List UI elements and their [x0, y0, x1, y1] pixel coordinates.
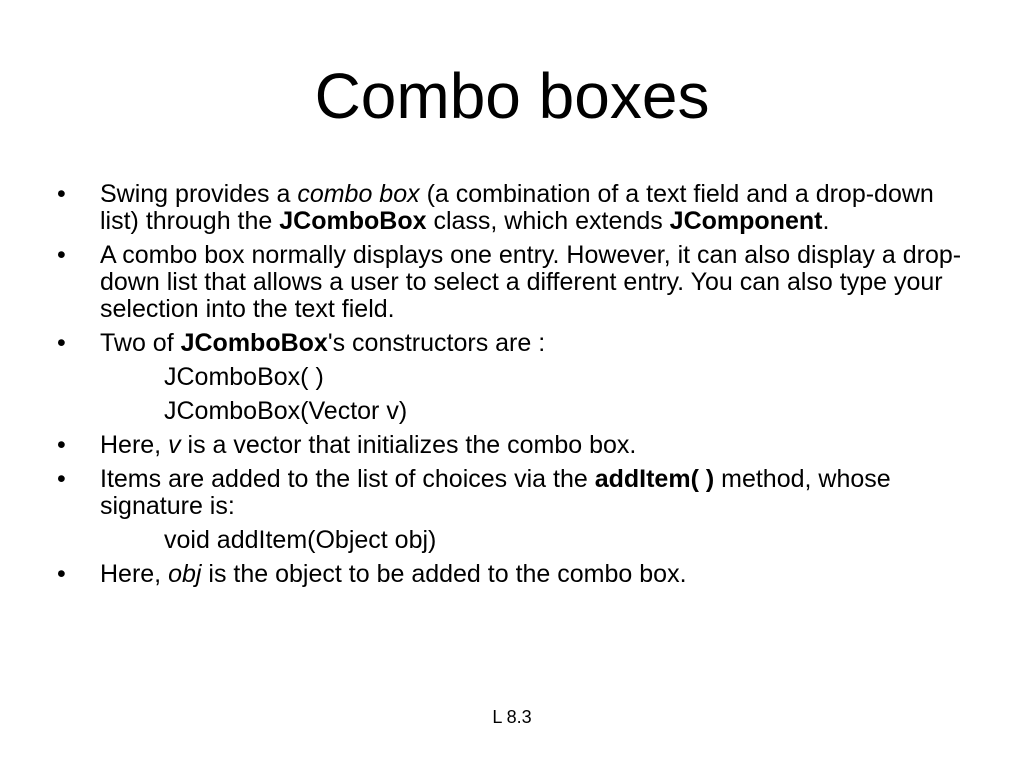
bold-term: JComboBox: [180, 329, 328, 357]
text-span: class, which extends: [426, 207, 670, 235]
bold-term: JComponent: [669, 207, 823, 235]
bold-term: addItem( ): [594, 465, 715, 493]
text-span: Two of: [100, 329, 181, 357]
italic-term: combo box: [297, 180, 420, 208]
bullet-marker: •: [57, 465, 66, 493]
bullet-list: [56, 181, 976, 595]
bullet-text: [100, 465, 891, 520]
text-span: (a combination of a text field and a drop-down list) through the: [100, 180, 934, 235]
italic-term: obj: [168, 560, 202, 588]
text-span: Swing provides a: [100, 180, 298, 208]
bullet-item: [56, 330, 976, 357]
bullet-item: [56, 242, 976, 323]
bullet-marker: •: [57, 180, 66, 208]
text-span: Here,: [100, 560, 169, 588]
text-span: is the object to be added to the combo box.: [201, 560, 687, 588]
bullet-marker: •: [57, 329, 66, 357]
slide-title: Combo boxes: [314, 60, 710, 132]
text-span: is a vector that initializes the combo box.: [180, 431, 637, 459]
bold-term: JComboBox: [279, 207, 427, 235]
text-span: method, whose signature is:: [100, 465, 891, 520]
bullet-text: [100, 560, 687, 588]
bullet-text: [100, 329, 545, 357]
text-span: .: [822, 207, 830, 235]
text-span: Items are added to the list of choices via the: [100, 465, 595, 493]
code-line: JComboBox( ): [164, 363, 324, 391]
slide-number: L 8.3: [492, 707, 532, 727]
bullet-item: [56, 466, 976, 520]
bullet-marker: •: [57, 241, 66, 269]
italic-term: v: [168, 431, 181, 459]
text-span: Here,: [100, 431, 169, 459]
text-span: A combo box normally displays one entry. However, it can also display a drop-down list that allows a user to select a different entry. You can also type your selection into the text field.: [100, 241, 962, 323]
bullet-marker: •: [57, 431, 66, 459]
bullet-text: [100, 241, 961, 323]
bullet-marker: •: [57, 560, 66, 588]
bullet-text: [100, 431, 636, 459]
code-line: void addItem(Object obj): [164, 526, 437, 554]
bullet-item: [56, 181, 976, 235]
text-span: 's constructors are :: [327, 329, 546, 357]
code-line: JComboBox(Vector v): [164, 397, 408, 425]
bullet-item: [56, 561, 976, 588]
bullet-text: [100, 180, 934, 235]
bullet-item: [56, 432, 976, 459]
